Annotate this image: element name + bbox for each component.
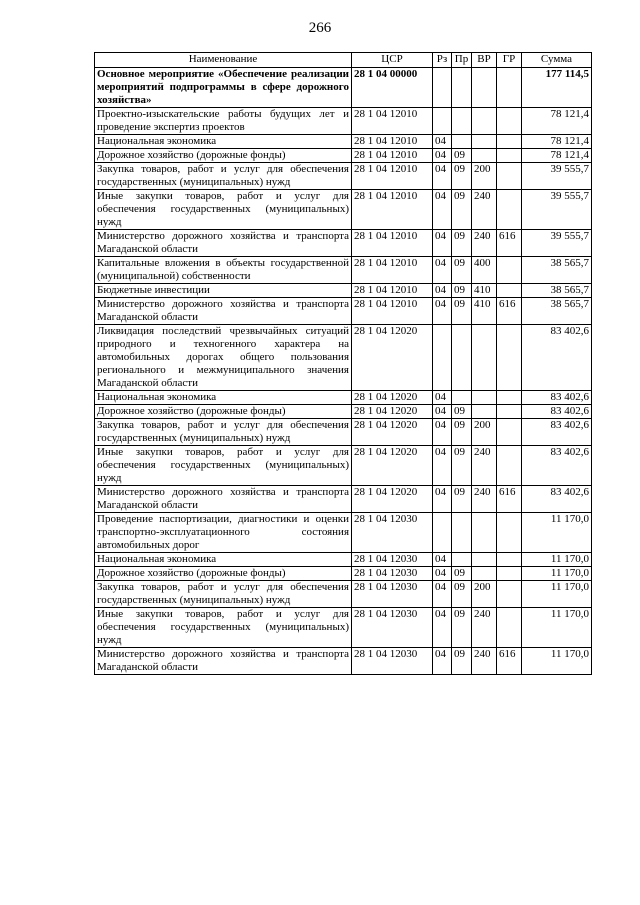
table-row [95, 135, 592, 149]
gr-cell [497, 553, 522, 567]
page-number: 266 [308, 20, 332, 36]
rz-cell: 04 [433, 648, 452, 675]
name-cell: Основное мероприятие «Обеспечение реализации мероприятий подпрограммы в сфере дорожного хозяйства» [95, 68, 352, 108]
gr-cell [497, 567, 522, 581]
table-row [95, 230, 592, 257]
sum-cell: 39 555,7 [522, 190, 592, 230]
rz-cell: 04 [433, 608, 452, 648]
name-cell: Иные закупки товаров, работ и услуг для обеспечения государственных (муниципальных) нужд [95, 190, 352, 230]
table-row [95, 567, 592, 581]
table-row [95, 648, 592, 675]
pr-cell: 09 [452, 419, 472, 446]
vr-cell: 240 [472, 648, 497, 675]
csr-cell: 28 1 04 12010 [352, 163, 433, 190]
table-body [95, 68, 592, 675]
name-cell: Закупка товаров, работ и услуг для обеспечения государственных (муниципальных) нужд [95, 581, 352, 608]
name-cell: Национальная экономика [95, 553, 352, 567]
vr-cell: 400 [472, 257, 497, 284]
gr-cell [497, 149, 522, 163]
rz-cell: 04 [433, 284, 452, 298]
rz-cell: 04 [433, 391, 452, 405]
csr-cell: 28 1 04 12030 [352, 553, 433, 567]
rz-cell [433, 68, 452, 108]
name-cell: Министерство дорожного хозяйства и транспорта Магаданской области [95, 298, 352, 325]
sum-cell: 38 565,7 [522, 284, 592, 298]
rz-cell: 04 [433, 149, 452, 163]
rz-cell: 04 [433, 190, 452, 230]
gr-cell [497, 405, 522, 419]
vr-cell [472, 68, 497, 108]
gr-cell: 616 [497, 298, 522, 325]
csr-cell: 28 1 04 12020 [352, 325, 433, 391]
csr-cell: 28 1 04 12020 [352, 446, 433, 486]
header-csr: ЦСР [352, 53, 433, 68]
table-row [95, 284, 592, 298]
pr-cell: 09 [452, 446, 472, 486]
pr-cell: 09 [452, 230, 472, 257]
table-row [95, 553, 592, 567]
pr-cell: 09 [452, 149, 472, 163]
gr-cell [497, 419, 522, 446]
header-rz: Рз [433, 53, 452, 68]
table-row [95, 149, 592, 163]
table-row [95, 419, 592, 446]
name-cell: Дорожное хозяйство (дорожные фонды) [95, 405, 352, 419]
csr-cell: 28 1 04 12010 [352, 284, 433, 298]
sum-cell: 78 121,4 [522, 149, 592, 163]
vr-cell: 240 [472, 608, 497, 648]
gr-cell [497, 391, 522, 405]
pr-cell [452, 108, 472, 135]
name-cell: Министерство дорожного хозяйства и транспорта Магаданской области [95, 486, 352, 513]
table-row [95, 391, 592, 405]
pr-cell [452, 553, 472, 567]
pr-cell: 09 [452, 298, 472, 325]
csr-cell: 28 1 04 12020 [352, 391, 433, 405]
vr-cell [472, 567, 497, 581]
pr-cell: 09 [452, 257, 472, 284]
csr-cell: 28 1 04 12010 [352, 108, 433, 135]
csr-cell: 28 1 04 12010 [352, 230, 433, 257]
vr-cell: 240 [472, 230, 497, 257]
vr-cell [472, 135, 497, 149]
pr-cell: 09 [452, 190, 472, 230]
name-cell: Министерство дорожного хозяйства и транспорта Магаданской области [95, 230, 352, 257]
rz-cell: 04 [433, 486, 452, 513]
sum-cell: 11 170,0 [522, 648, 592, 675]
vr-cell [472, 391, 497, 405]
vr-cell [472, 325, 497, 391]
rz-cell: 04 [433, 581, 452, 608]
vr-cell: 200 [472, 163, 497, 190]
table-row [95, 163, 592, 190]
header-row [95, 53, 592, 68]
sum-cell: 83 402,6 [522, 391, 592, 405]
header-sum: Сумма [522, 53, 592, 68]
vr-cell: 410 [472, 298, 497, 325]
table-row [95, 325, 592, 391]
pr-cell: 09 [452, 405, 472, 419]
rz-cell: 04 [433, 553, 452, 567]
pr-cell: 09 [452, 567, 472, 581]
csr-cell: 28 1 04 12010 [352, 257, 433, 284]
gr-cell [497, 513, 522, 553]
name-cell: Дорожное хозяйство (дорожные фонды) [95, 567, 352, 581]
vr-cell: 240 [472, 446, 497, 486]
vr-cell [472, 513, 497, 553]
rz-cell [433, 513, 452, 553]
gr-cell: 616 [497, 648, 522, 675]
gr-cell [497, 325, 522, 391]
header-gr: ГР [497, 53, 522, 68]
sum-cell: 39 555,7 [522, 163, 592, 190]
rz-cell [433, 108, 452, 135]
table-row [95, 257, 592, 284]
csr-cell: 28 1 04 12010 [352, 135, 433, 149]
gr-cell: 616 [497, 486, 522, 513]
vr-cell: 200 [472, 419, 497, 446]
name-cell: Национальная экономика [95, 391, 352, 405]
gr-cell [497, 163, 522, 190]
name-cell: Министерство дорожного хозяйства и транспорта Магаданской области [95, 648, 352, 675]
csr-cell: 28 1 04 12010 [352, 149, 433, 163]
gr-cell [497, 68, 522, 108]
sum-cell: 11 170,0 [522, 567, 592, 581]
rz-cell: 04 [433, 163, 452, 190]
csr-cell: 28 1 04 12030 [352, 567, 433, 581]
sum-cell: 78 121,4 [522, 108, 592, 135]
table-row [95, 298, 592, 325]
csr-cell: 28 1 04 12030 [352, 648, 433, 675]
rz-cell: 04 [433, 419, 452, 446]
gr-cell: 616 [497, 230, 522, 257]
table-row [95, 446, 592, 486]
vr-cell [472, 553, 497, 567]
header-name: Наименование [95, 53, 352, 68]
pr-cell: 09 [452, 648, 472, 675]
rz-cell: 04 [433, 405, 452, 419]
budget-table [94, 52, 592, 675]
vr-cell [472, 405, 497, 419]
name-cell: Капитальные вложения в объекты государственной (муниципальной) собственности [95, 257, 352, 284]
sum-cell: 78 121,4 [522, 135, 592, 149]
sum-cell: 83 402,6 [522, 419, 592, 446]
sum-cell: 38 565,7 [522, 257, 592, 284]
vr-cell [472, 108, 497, 135]
name-cell: Закупка товаров, работ и услуг для обеспечения государственных (муниципальных) нужд [95, 163, 352, 190]
name-cell: Закупка товаров, работ и услуг для обеспечения государственных (муниципальных) нужд [95, 419, 352, 446]
csr-cell: 28 1 04 12010 [352, 298, 433, 325]
csr-cell: 28 1 04 12020 [352, 486, 433, 513]
table-row [95, 581, 592, 608]
table-row [95, 108, 592, 135]
pr-cell: 09 [452, 486, 472, 513]
gr-cell [497, 581, 522, 608]
rz-cell: 04 [433, 567, 452, 581]
table-row [95, 486, 592, 513]
gr-cell [497, 446, 522, 486]
pr-cell [452, 68, 472, 108]
sum-cell: 83 402,6 [522, 405, 592, 419]
sum-cell: 11 170,0 [522, 553, 592, 567]
table-row [95, 513, 592, 553]
vr-cell: 410 [472, 284, 497, 298]
sum-cell: 83 402,6 [522, 446, 592, 486]
csr-cell: 28 1 04 12020 [352, 405, 433, 419]
table-row [95, 190, 592, 230]
name-cell: Бюджетные инвестиции [95, 284, 352, 298]
rz-cell [433, 325, 452, 391]
rz-cell: 04 [433, 298, 452, 325]
sum-cell: 177 114,5 [522, 68, 592, 108]
vr-cell: 240 [472, 486, 497, 513]
gr-cell [497, 135, 522, 149]
vr-cell [472, 149, 497, 163]
sum-cell: 83 402,6 [522, 325, 592, 391]
vr-cell: 240 [472, 190, 497, 230]
csr-cell: 28 1 04 12010 [352, 190, 433, 230]
csr-cell: 28 1 04 12030 [352, 608, 433, 648]
name-cell: Проектно-изыскательские работы будущих лет и проведение экспертиз проектов [95, 108, 352, 135]
rz-cell: 04 [433, 446, 452, 486]
sum-cell: 11 170,0 [522, 608, 592, 648]
csr-cell: 28 1 04 12030 [352, 513, 433, 553]
csr-cell: 28 1 04 12020 [352, 419, 433, 446]
table-row [95, 608, 592, 648]
name-cell: Иные закупки товаров, работ и услуг для обеспечения государственных (муниципальных) нужд [95, 446, 352, 486]
pr-cell [452, 135, 472, 149]
sum-cell: 83 402,6 [522, 486, 592, 513]
gr-cell [497, 257, 522, 284]
name-cell: Дорожное хозяйство (дорожные фонды) [95, 149, 352, 163]
gr-cell [497, 190, 522, 230]
table-row [95, 405, 592, 419]
pr-cell: 09 [452, 581, 472, 608]
pr-cell [452, 513, 472, 553]
pr-cell: 09 [452, 608, 472, 648]
header-pr: Пр [452, 53, 472, 68]
table-row [95, 68, 592, 108]
rz-cell: 04 [433, 135, 452, 149]
pr-cell: 09 [452, 284, 472, 298]
csr-cell: 28 1 04 12030 [352, 581, 433, 608]
sum-cell: 38 565,7 [522, 298, 592, 325]
name-cell: Национальная экономика [95, 135, 352, 149]
pr-cell: 09 [452, 163, 472, 190]
gr-cell [497, 108, 522, 135]
gr-cell [497, 284, 522, 298]
rz-cell: 04 [433, 257, 452, 284]
name-cell: Проведение паспортизации, диагностики и оценки транспортно-эксплуатационного состояния автомобильных дорог [95, 513, 352, 553]
sum-cell: 11 170,0 [522, 513, 592, 553]
vr-cell: 200 [472, 581, 497, 608]
name-cell: Иные закупки товаров, работ и услуг для обеспечения государственных (муниципальных) нужд [95, 608, 352, 648]
header-vr: ВР [472, 53, 497, 68]
sum-cell: 11 170,0 [522, 581, 592, 608]
pr-cell [452, 391, 472, 405]
pr-cell [452, 325, 472, 391]
gr-cell [497, 608, 522, 648]
sum-cell: 39 555,7 [522, 230, 592, 257]
name-cell: Ликвидация последствий чрезвычайных ситуаций природного и техногенного характера на автомобильных дорогах общего пользования регионального и межмуниципального значения Магаданской области [95, 325, 352, 391]
rz-cell: 04 [433, 230, 452, 257]
csr-cell: 28 1 04 00000 [352, 68, 433, 108]
